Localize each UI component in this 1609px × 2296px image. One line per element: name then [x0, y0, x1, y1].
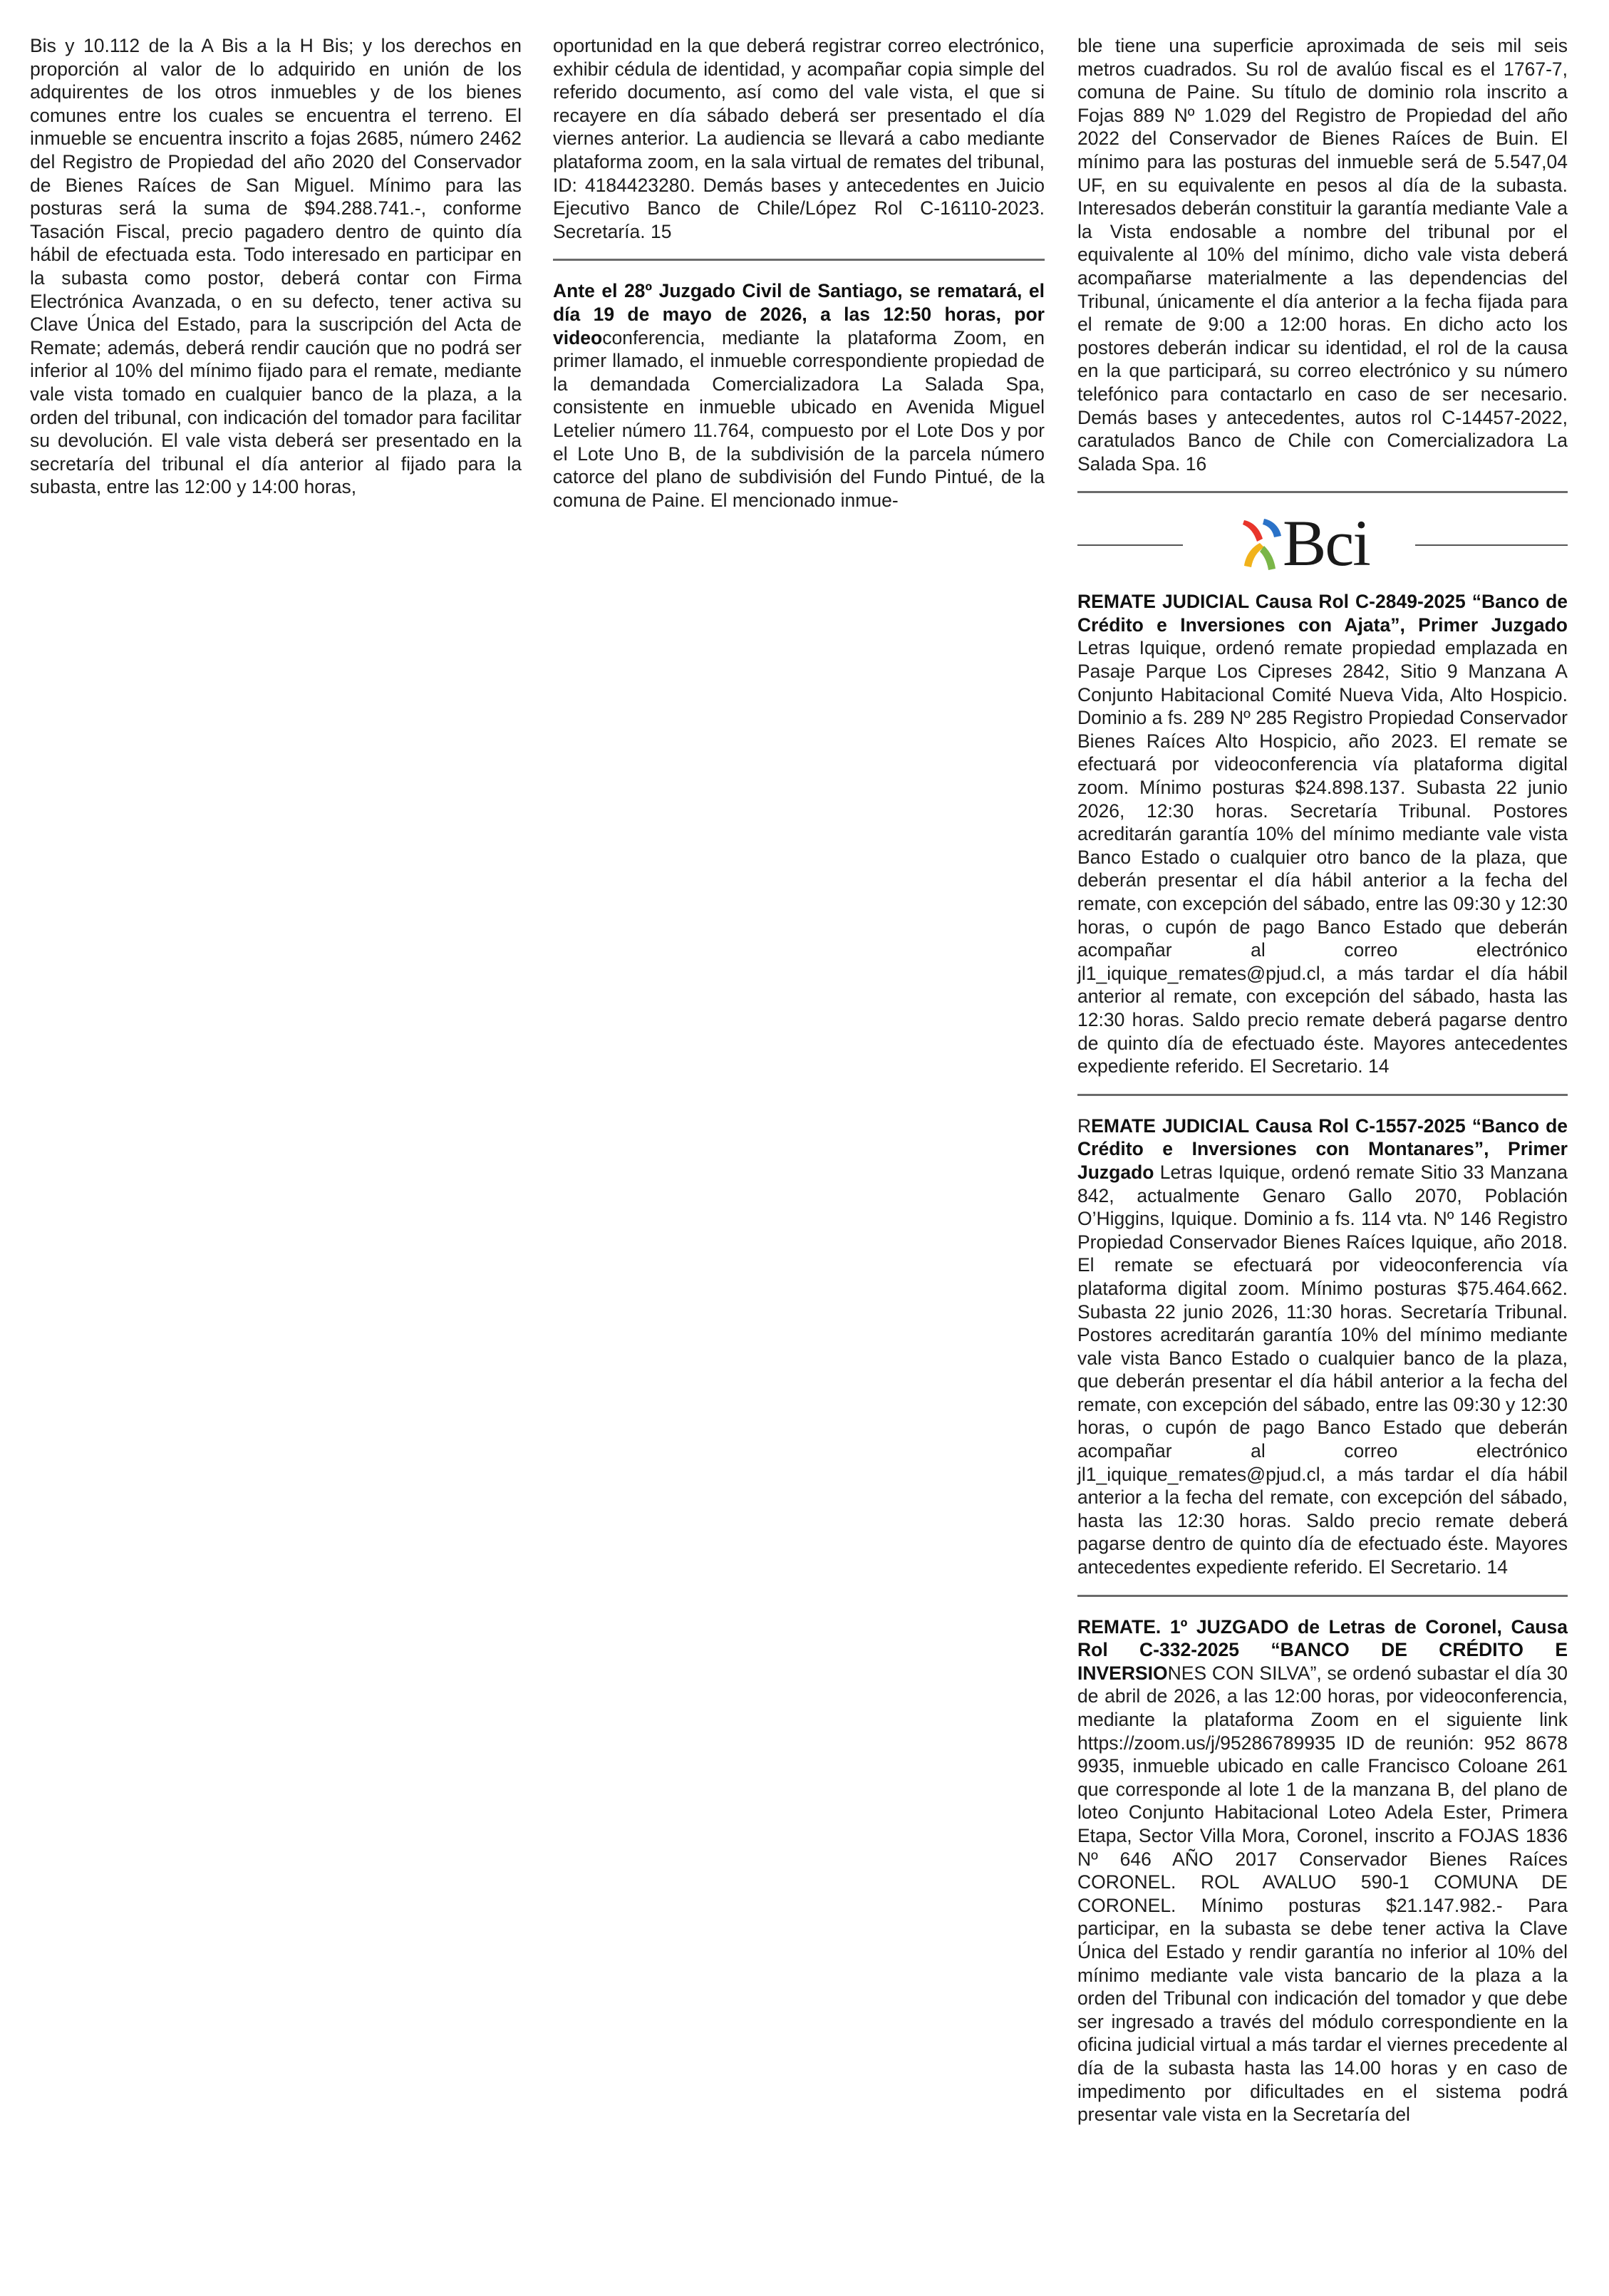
notice-28-juzgado	[553, 279, 1045, 512]
notice-divider	[1077, 1094, 1568, 1096]
notice-remate-montanares	[1077, 1115, 1568, 1579]
notice-heading: EMATE JUDICIAL Causa Rol C-1557-2025 “Banco de Crédito e Inversiones con Montanares”, Primer Juzgado	[1077, 1115, 1568, 1183]
notice-continuation-2	[553, 34, 1045, 243]
column-2	[553, 34, 1045, 512]
notice-paragraph	[1077, 1115, 1568, 1579]
notice-paragraph	[1077, 590, 1568, 1077]
notice-remate-ajata	[1077, 590, 1568, 1077]
bci-logo-row	[1077, 507, 1568, 580]
bci-logo-text: Bci	[1283, 507, 1370, 580]
notice-continuation-3	[1077, 34, 1568, 475]
notice-divider	[1077, 491, 1568, 493]
logo-rule-left	[1077, 544, 1183, 546]
notice-heading: Ante el 28º Juzgado Civil de Santiago, se rematará, el día 19 de mayo de 2026, a las 12:50 horas, por video	[553, 280, 1045, 348]
notice-heading: REMATE JUDICIAL Causa Rol C-2849-2025 “Banco de Crédito e Inversiones con Ajata”, Primer Juzgado	[1077, 591, 1568, 636]
notice-paragraph	[553, 279, 1045, 512]
notice-body: conferencia, mediante la plataforma Zoom, en primer llamado, el inmueble correspondiente propiedad de la demandada Comercializadora La Salada Spa, consistente en inmueble ubicado en Avenida Miguel Letelier número 11.764, compuesto por el Lote Dos y por el Lote Uno B, de la subdivisión de la parcela número catorce del plano de subdivisión del Fundo Pintué, de la comuna de Paine. El mencionado inmue-	[553, 326, 1045, 511]
notice-paragraph	[1077, 1615, 1568, 2126]
bci-logo	[1238, 507, 1409, 580]
logo-rule-right	[1415, 544, 1568, 546]
notice-body: oportunidad en la que deberá registrar correo electrónico, exhibir cédula de identidad, y acompañar copia simple del referido documento, así como del vale vista, el que si recayere en día sábado deberá ser presentado el día viernes anterior. La audiencia se llevará a cabo mediante plataforma zoom, en la sala virtual de remates del tribunal, ID: 4184423280. Demás bases y antecedentes en Juicio Ejecutivo Banco de Chile/López Rol C-16110-2023. Secretaría. 15	[553, 35, 1045, 242]
notice-body: Letras Iquique, ordenó remate propiedad emplazada en Pasaje Parque Los Cipreses 2842, Sitio 9 Manzana A Conjunto Habitacional Comité Nueva Vida, Alto Hospicio. Dominio a fs. 289 Nº 285 Registro Propiedad Conservador Bienes Raíces Alto Hospicio, año 2023. El remate se efectuará por videoconferencia vía plataforma digital zoom. Mínimo posturas $24.898.137. Subasta 22 junio 2026, 12:30 horas. Secretaría Tribunal. Postores acreditarán garantía 10% del mínimo mediante vale vista Banco Estado o cualquier otro banco de la plaza, que deberán presentar el día hábil anterior a la fecha del remate, con excepción del sábado, entre las 09:30 y 12:30 horas, o cupón de pago Banco Estado que deberán acompañar al correo electrónico jl1_iquique_remates@pjud.cl, a más tardar el día hábil anterior al remate, con excepción del sábado, hasta las 12:30 horas. Saldo precio remate deberá pagarse dentro de quinto día de efectuado éste. Mayores antecedentes expediente referido. El Secretario. 14	[1077, 637, 1568, 1077]
bci-mark-icon	[1238, 516, 1284, 573]
notice-body: Letras Iquique, ordenó remate Sitio 33 Manzana 842, actualmente Genaro Gallo 2070, Población O’Higgins, Iquique. Dominio a fs. 114 vta. Nº 146 Registro Propiedad Conservador Bienes Raíces Iquique, año 2018. El remate se efectuará por videoconferencia vía plataforma digital zoom. Mínimo posturas $75.464.662. Subasta 22 junio 2026, 11:30 horas. Secretaría Tribunal. Postores acreditarán garantía 10% del mínimo mediante vale vista Banco Estado o cualquier banco de la plaza, que deberán presentar el día hábil anterior a la fecha del remate, con excepción del sábado, entre las 09:30 y 12:30 horas, o cupón de pago Banco Estado que deberán acompañar al correo electrónico jl1_iquique_remates@pjud.cl, a más tardar el día hábil anterior a la fecha del remate, con excepción del sábado, hasta las 12:30 horas. Saldo precio remate deberá pagarse dentro de quinto día de efectuado éste. Mayores antecedentes expediente referido. El Secretario. 14	[1077, 1161, 1568, 1578]
notice-heading: REMATE. 1º JUZGADO de Letras de Coronel, Causa Rol C-332-2025 “BANCO DE CRÉDITO E INVERSIO	[1077, 1615, 1568, 1684]
notice-body: NES CON SILVA”, se ordenó subastar el día 30 de abril de 2026, a las 12:00 horas, por videoconferencia, mediante la plataforma Zoom en el siguiente link https://zoom.us/j/95286789935 ID de reunión: 952 8678 9935, inmueble ubicado en calle Francisco Coloane 261 que corresponde al lote 1 de la manzana B, del plano de loteo Conjunto Habitacional Loteo Adela Ester, Primera Etapa, Sector Villa Mora, Coronel, inscrito a FOJAS 1836 Nº 646 AÑO 2017 Conservador Bienes Raíces CORONEL. ROL AVALUO 590-1 COMUNA DE CORONEL. Mínimo posturas $21.147.982.- Para participar, en la subasta se debe tener activa la Clave Única del Estado y rendir garantía no inferior al 10% del mínimo mediante vale vista bancario de la plaza a la orden del Tribunal con indicación del tomador y que debe ser ingresado a través del módulo correspondiente en la oficina judicial virtual a más tardar el viernes precedente al día de la subasta hasta las 14.00 horas y en caso de impedimento por dificultades en el sistema podrá presentar vale vista en la Secretaría del	[1077, 1662, 1568, 2126]
notice-divider	[1077, 1595, 1568, 1597]
notice-continuation-1	[30, 34, 522, 499]
notice-body: Bis y 10.112 de la A Bis a la H Bis; y los derechos en proporción al valor de lo adquirido en unión de los adquirentes de los otros inmuebles y de los bienes comunes entre los cuales se encuentra el terreno. El inmueble se encuentra inscrito a fojas 2685, número 2462 del Registro de Propiedad del año 2020 del Conservador de Bienes Raíces de San Miguel. Mínimo para las posturas será la suma de $94.288.741.-, conforme Tasación Fiscal, precio pagadero dentro de quinto día hábil de efectuada esta. Todo interesado en participar en la subasta como postor, deberá contar con Firma Electrónica Avanzada, o en su defecto, tener activa su Clave Única del Estado, para la suscripción del Acta de Remate; además, deberá rendir caución que no podrá ser inferior al 10% del mínimo fijado para el remate, mediante vale vista tomado en cualquier banco de la plaza, a la orden del tribunal, con indicación del tomador para facilitar su devolución. El vale vista deberá ser presentado en la secretaría del tribunal el día anterior al fijado para la subasta, entre las 12:00 y 14:00 horas,	[30, 35, 522, 498]
column-3	[1077, 34, 1568, 2126]
notice-lead-letter: R	[1077, 1115, 1092, 1137]
notice-body: ble tiene una superficie aproximada de seis mil seis metros cuadrados. Su rol de avalúo fiscal es el 1767-7, comuna de Paine. Su título de dominio rola inscrito a Fojas 889 Nº 1.029 del Registro de Propiedad del año 2022 del Conservador de Bienes Raíces de Buin. El mínimo para las posturas del inmueble será de 5.547,04 UF, en su equivalente en pesos al día de la subasta. Interesados deberán constituir la garantía mediante Vale a la Vista endosable a nombre del tribunal por el equivalente al 10% del mínimo, dicho vale vista deberá acompañarse materialmente a las dependencias del Tribunal, únicamente el día anterior a la fecha fijada para el remate de 9:00 a 12:00 horas. En dicho acto los postores deberán indicar su identidad, el rol de la causa en la que participará, su correo electrónico y su número telefónico para contactarlo en caso de ser necesario. Demás bases y antecedentes, autos rol C-14457-2022, caratulados Banco de Chile con Comercializadora La Salada Spa. 16	[1077, 35, 1568, 475]
column-1	[30, 34, 522, 499]
notice-remate-silva	[1077, 1615, 1568, 2126]
notice-divider	[553, 259, 1045, 261]
